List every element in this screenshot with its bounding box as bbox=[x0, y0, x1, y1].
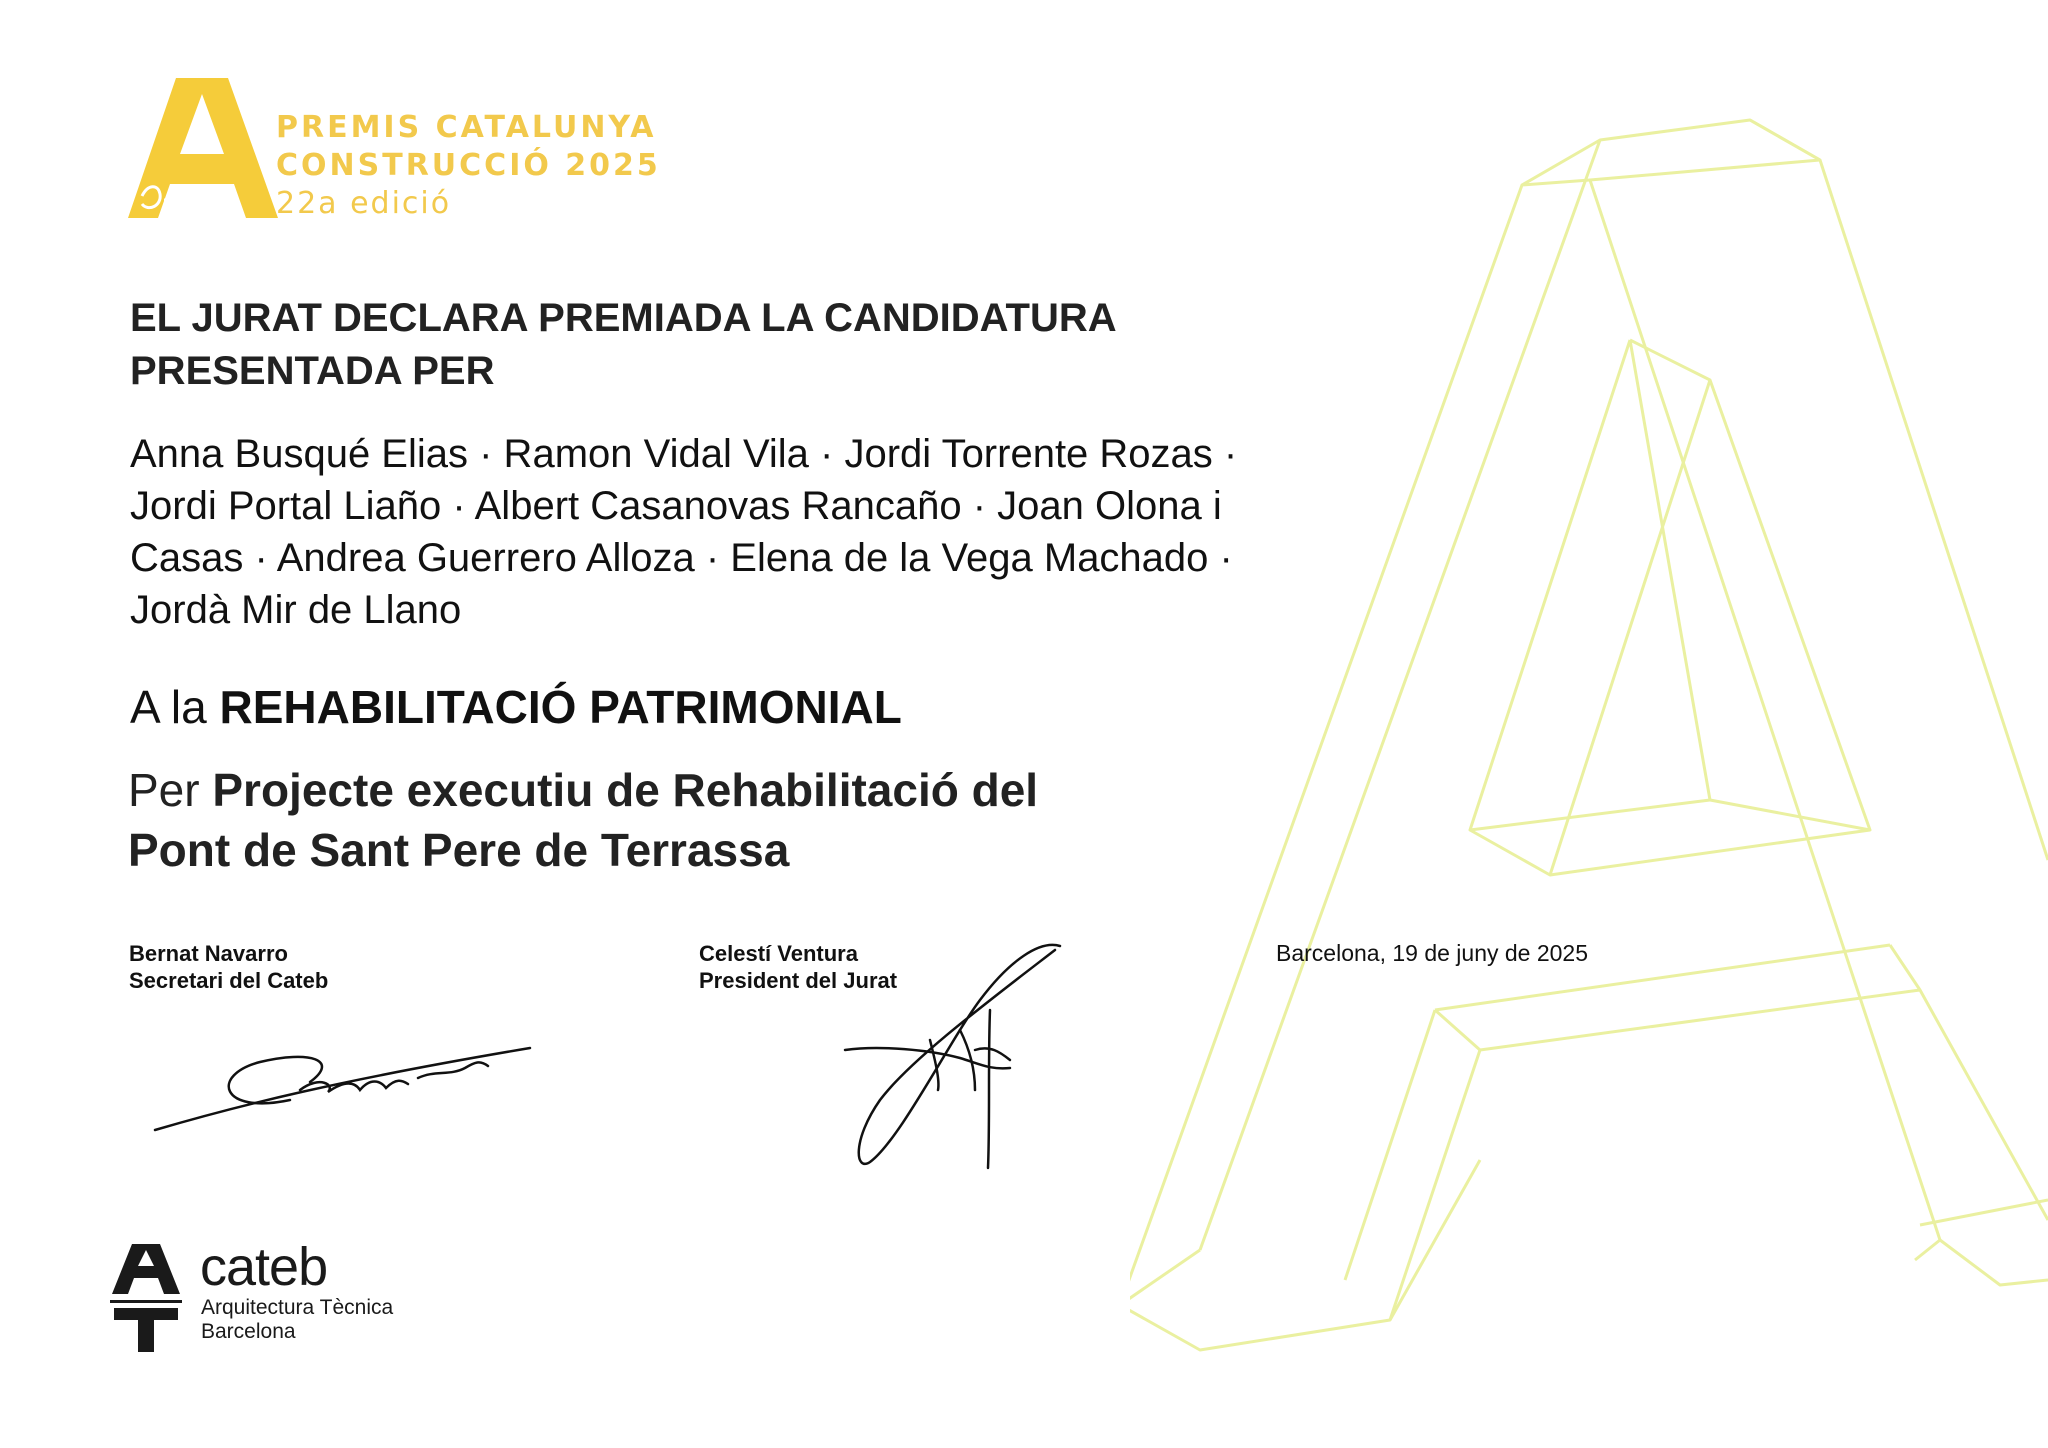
president-role: President del Jurat bbox=[699, 968, 898, 993]
awardees-line-1: Anna Busqué Elias · Ramon Vidal Vila · Jordi Torrente Rozas · bbox=[130, 432, 1238, 476]
premis-catalunya-logo bbox=[128, 76, 278, 218]
declaration-line-2: PRESENTADA PER bbox=[130, 349, 495, 393]
awardees-line-4: Jordà Mir de Llano bbox=[130, 588, 462, 632]
category-prefix: A la bbox=[130, 681, 207, 733]
president-signature bbox=[840, 940, 1080, 1180]
place-and-date: Barcelona, 19 de juny de 2025 bbox=[1276, 940, 1589, 966]
cateb-logo-name: cateb bbox=[200, 1237, 328, 1297]
background-outline-a bbox=[1130, 100, 2048, 1360]
award-title-line-2: CONSTRUCCIÓ 2025 bbox=[276, 148, 661, 183]
declaration-line-1: EL JURAT DECLARA PREMIADA LA CANDIDATURA bbox=[130, 296, 1117, 340]
award-edition: 22a edició bbox=[276, 186, 452, 221]
awardees-line-3: Casas · Andrea Guerrero Alloza · Elena de la Vega Machado · bbox=[130, 536, 1233, 580]
project-title-line-2: Pont de Sant Pere de Terrassa bbox=[128, 824, 790, 876]
cateb-subtitle-line-1: Arquitectura Tècnica bbox=[201, 1296, 394, 1319]
award-title-line-1: PREMIS CATALUNYA bbox=[276, 110, 657, 145]
award-category bbox=[130, 680, 902, 734]
cateb-logo-mark bbox=[110, 1244, 182, 1352]
cateb-subtitle-line-2: Barcelona bbox=[201, 1320, 296, 1343]
signatory-secretary bbox=[129, 940, 328, 994]
awardees-line-2: Jordi Portal Liaño · Albert Casanovas Rancaño · Joan Olona i bbox=[130, 484, 1222, 528]
secretary-name: Bernat Navarro bbox=[129, 941, 288, 966]
awardees-list bbox=[130, 428, 1350, 636]
category-name: REHABILITACIÓ PATRIMONIAL bbox=[219, 681, 902, 733]
project-title bbox=[128, 760, 1228, 880]
president-name: Celestí Ventura bbox=[699, 941, 858, 966]
secretary-signature bbox=[150, 1020, 540, 1140]
secretary-role: Secretari del Cateb bbox=[129, 968, 329, 993]
project-prefix: Per bbox=[128, 764, 200, 816]
cateb-logo-subtitle bbox=[201, 1296, 393, 1344]
project-title-line-1: Projecte executiu de Rehabilitació del bbox=[212, 764, 1039, 816]
jury-declaration bbox=[130, 292, 1250, 398]
